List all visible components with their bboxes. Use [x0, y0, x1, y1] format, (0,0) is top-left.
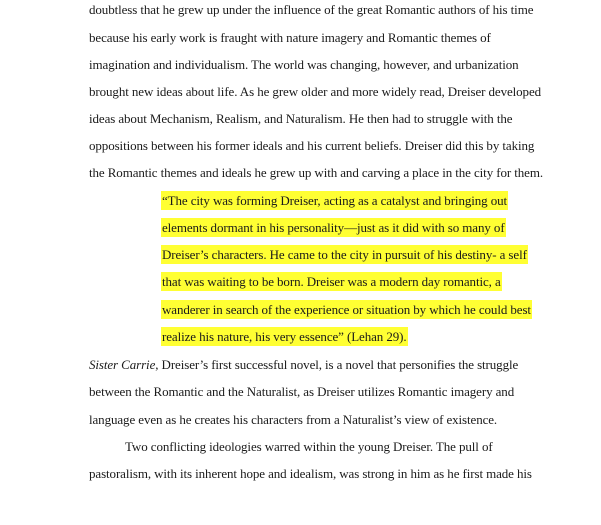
body-text-line: imagination and individualism. The world was changing, however, and urbanization [89, 57, 519, 72]
block-quote-line [161, 220, 506, 236]
block-quote-line [161, 302, 532, 318]
body-text-line: brought new ideas about life. As he grew older and more widely read, Dreiser developed [89, 84, 542, 99]
highlighted-text: elements dormant in his personality—just as it did with so many of [162, 220, 505, 235]
body-text-line: ideas about Mechanism, Realism, and Naturalism. He then had to struggle with the [89, 111, 513, 126]
body-text-line: Two conflicting ideologies warred within the young Dreiser. The pull of [125, 439, 493, 454]
block-quote-line [161, 247, 528, 263]
body-text-line: because his early work is fraught with nature imagery and Romantic themes of [89, 30, 491, 45]
body-text-line: between the Romantic and the Naturalist, as Dreiser utilizes Romantic imagery and [89, 384, 515, 399]
body-text-line: the Romantic themes and ideals he grew up with and carving a place in the city for them. [89, 165, 543, 180]
highlighted-text: that was waiting to be born. Dreiser was a modern day romantic, a [162, 274, 501, 289]
highlighted-text: wanderer in search of the experience or situation by which he could best [162, 302, 531, 317]
highlighted-text [161, 327, 408, 346]
body-text: , Dreiser’s first successful novel, is a novel that personifies the struggle [155, 357, 519, 372]
quote-text: realize his nature, his very essence” [162, 329, 344, 344]
body-text-line: oppositions between his former ideals and his current beliefs. Dreiser did this by taking [89, 138, 535, 153]
body-text-line: doubtless that he grew up under the influence of the great Romantic authors of his time [89, 2, 534, 17]
highlighted-text: Dreiser’s characters. He came to the city in pursuit of his destiny- a self [162, 247, 527, 262]
body-text-line [89, 357, 518, 373]
book-title: Sister Carrie [89, 357, 156, 372]
body-text-line: language even as he creates his characters from a Naturalist’s view of existence. [89, 412, 498, 427]
citation: (Lehan 29). [343, 329, 407, 344]
block-quote-line [161, 329, 408, 345]
highlighted-text: “The city was forming Dreiser, acting as a catalyst and bringing out [162, 193, 508, 208]
block-quote-line [161, 193, 508, 209]
body-text-line: pastoralism, with its inherent hope and idealism, was strong in him as he first made his [89, 466, 532, 481]
block-quote-line [161, 274, 502, 290]
